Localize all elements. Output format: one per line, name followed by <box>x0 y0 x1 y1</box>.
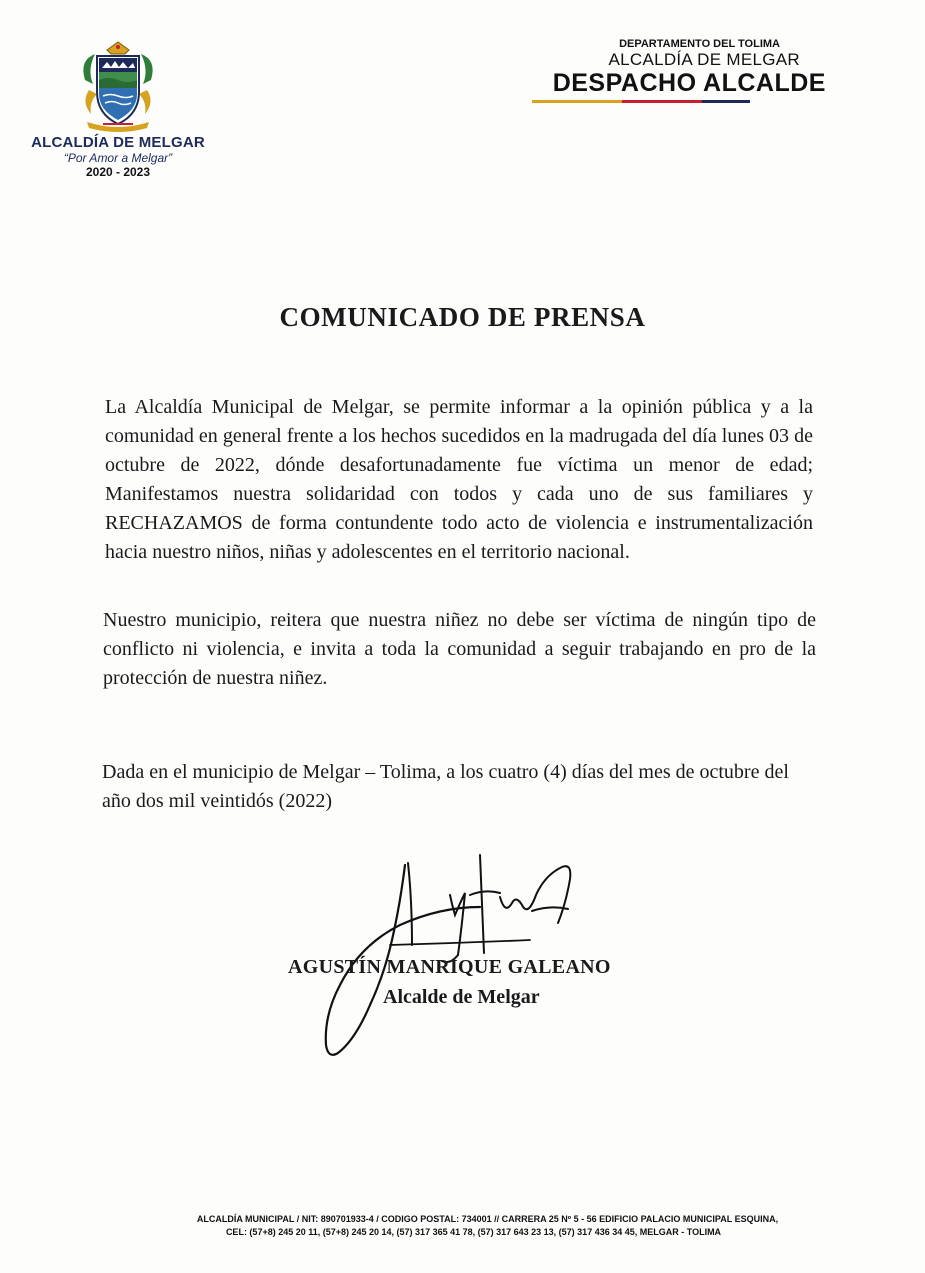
header-despacho: DESPACHO ALCALDE <box>552 69 826 97</box>
logo-slogan: “Por Amor a Melgar” <box>63 151 173 165</box>
signer-name: AGUSTÍN MANRIQUE GALEANO <box>288 956 611 978</box>
header-alcaldia: ALCALDÍA DE MELGAR <box>608 50 800 69</box>
rule-gold-segment <box>532 100 622 103</box>
header-color-rule <box>532 100 750 103</box>
handwritten-signature <box>300 845 600 1060</box>
body-paragraph: Nuestro municipio, reitera que nuestra niñez no debe ser víctima de ningún tipo de conflicto ni violencia, e invita a toda la comunidad a seguir trabajando en pro de la protección de nuestra niñez. <box>103 609 816 689</box>
document-title: COMUNICADO DE PRENSA <box>279 302 646 332</box>
rule-red-segment <box>622 100 702 103</box>
issuance-statement: Dada en el municipio de Melgar – Tolima, a los cuatro (4) días del mes de octubre del año dos mil veintidós (2022) <box>102 761 789 812</box>
rule-blue-segment <box>702 100 750 103</box>
letterhead-header <box>520 38 850 97</box>
footer-phone-line: CEL: (57+8) 245 20 11, (57+8) 245 20 14, (57) 317 365 41 78, (57) 317 643 23 13, (57) 317 436 34 45, MELGAR - TOLIMA <box>225 1227 722 1237</box>
logo-municipality-name: ALCALDÍA DE MELGAR <box>31 134 205 151</box>
footer-contact <box>0 1213 925 1239</box>
signer-role: Alcalde de Melgar <box>383 986 540 1008</box>
header-department: DEPARTAMENTO DEL TOLIMA <box>619 38 780 50</box>
coat-of-arms-icon <box>77 40 159 132</box>
logo-period: 2020 - 2023 <box>85 165 151 179</box>
body-paragraph: La Alcaldía Municipal de Melgar, se permite informar a la opinión pública y a la comunidad en general frente a los hechos sucedidos en la madrugada del día lunes 03 de octubre de 2022, dónde desafortunadamente fue víctima un menor de edad; Manifestamos nuestra solidaridad con todos y cada uno de sus familiares y RECHAZAMOS de forma contundente todo acto de violencia e instrumentalización hacia nuestro niños, niñas y adolescentes en el territorio nacional. <box>105 396 813 563</box>
municipal-logo-block <box>18 40 218 180</box>
footer-address-line: ALCALDÍA MUNICIPAL / NIT: 890701933-4 / CODIGO POSTAL: 734001 // CARRERA 25 Nº 5 - 56 EDIFICIO PALACIO MUNICIPAL ESQUINA, <box>196 1214 779 1224</box>
